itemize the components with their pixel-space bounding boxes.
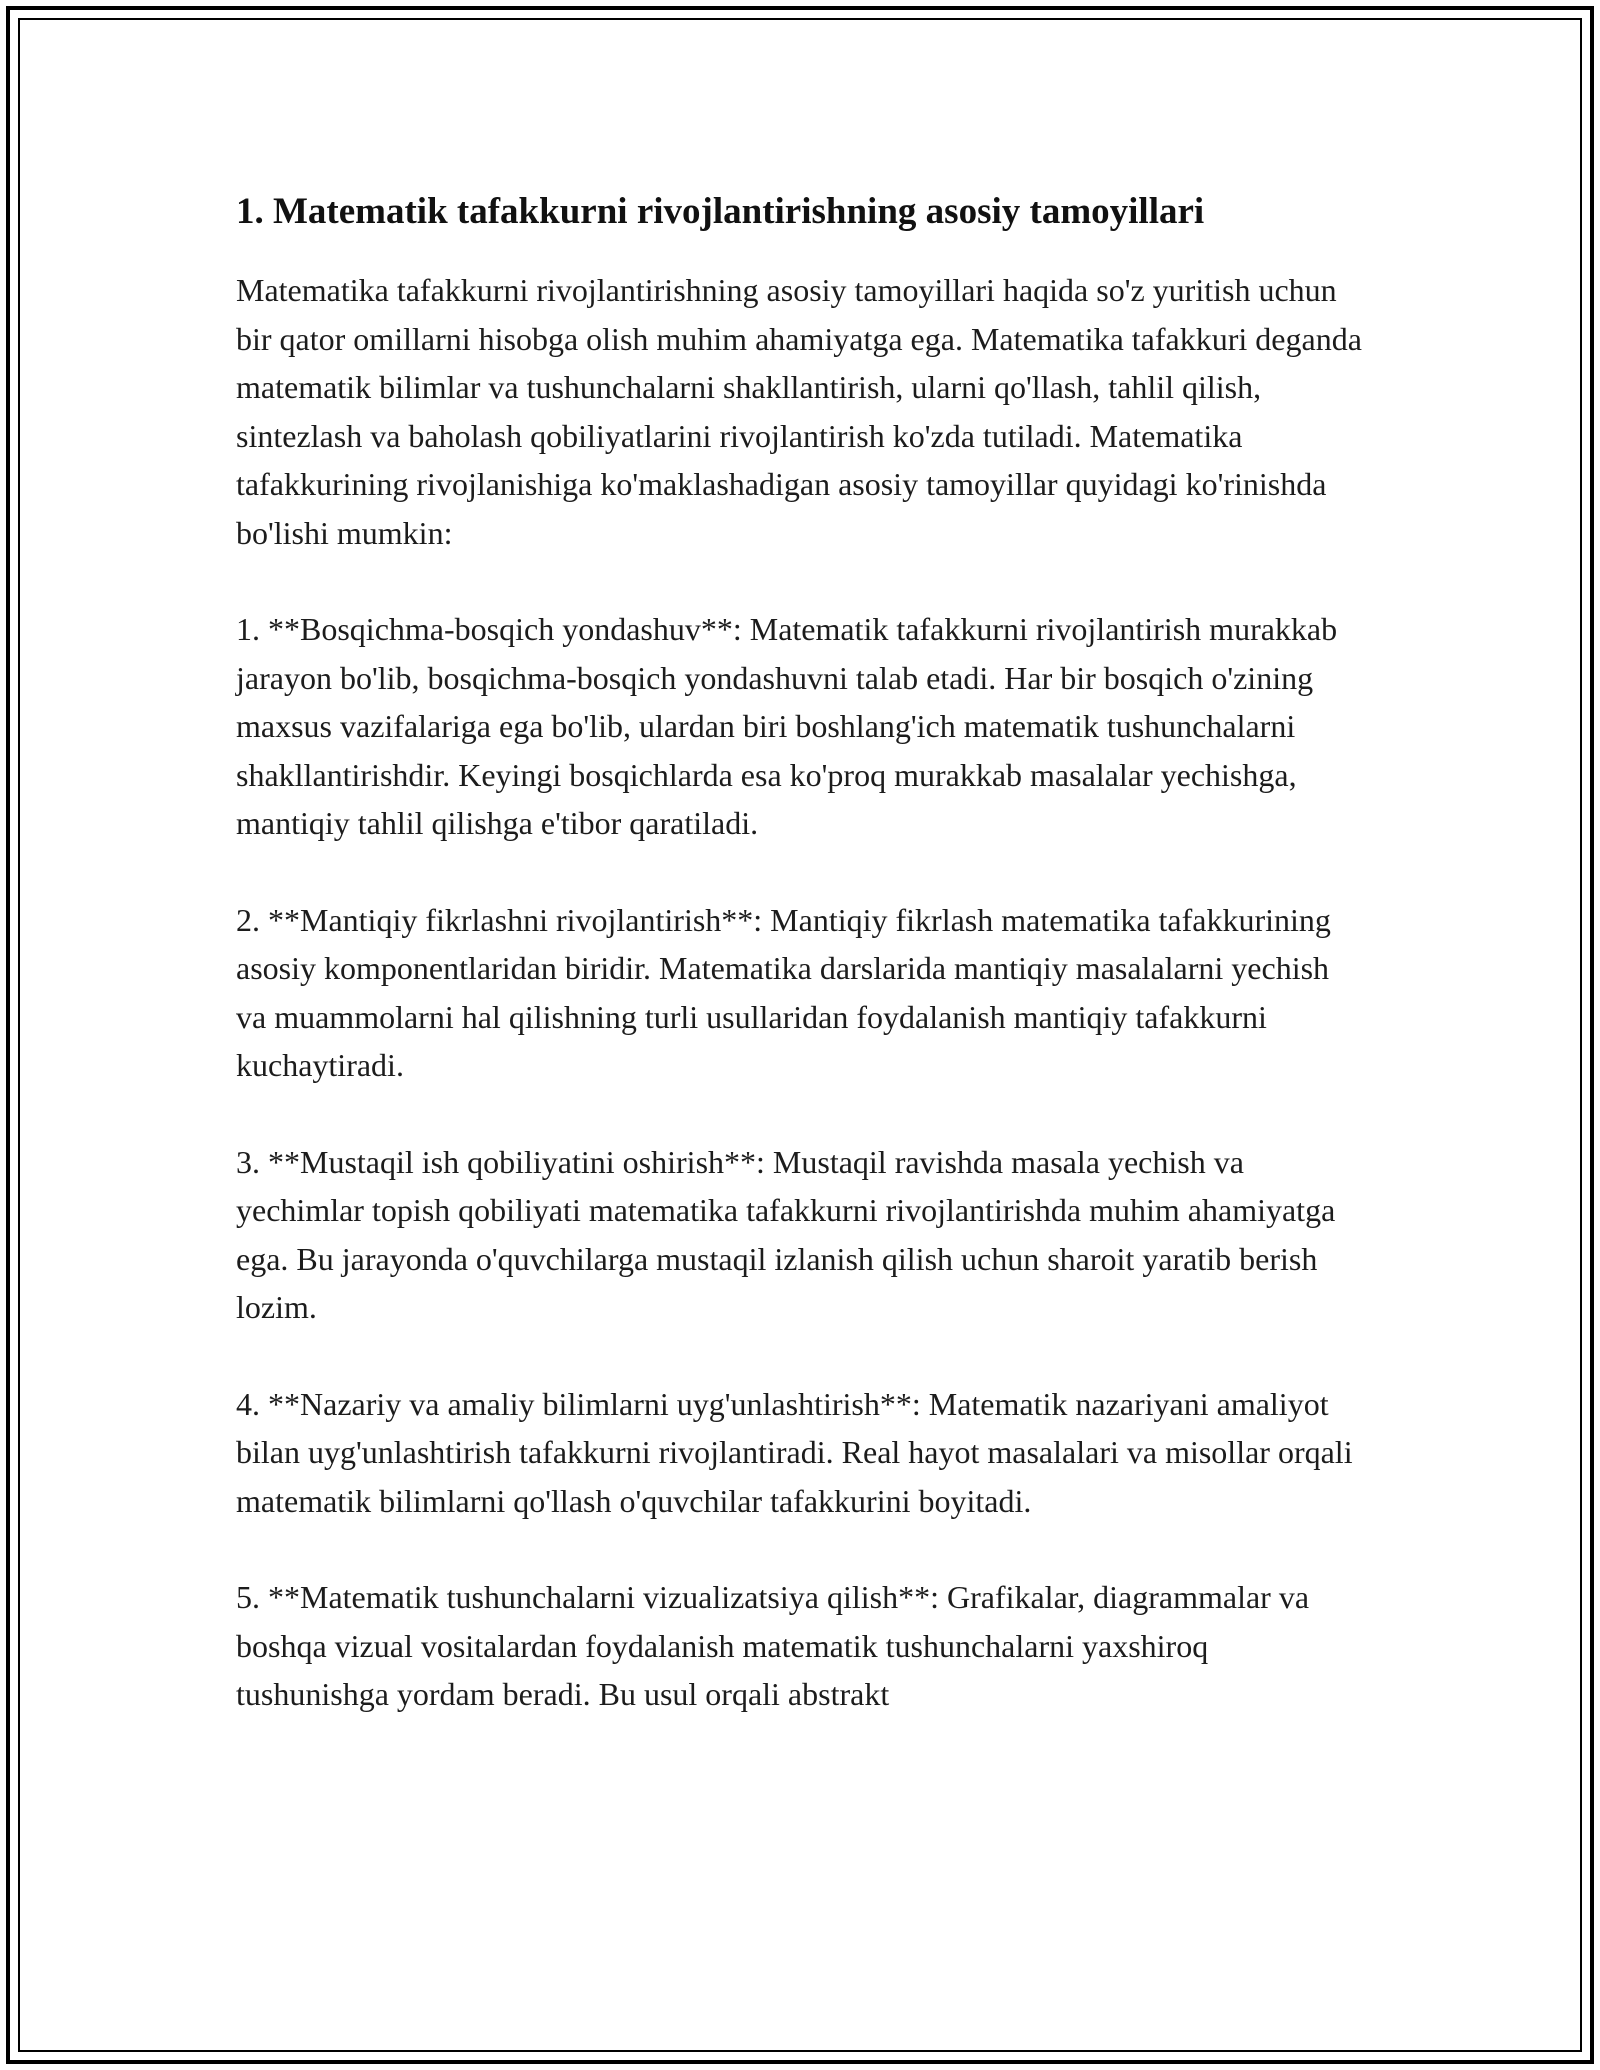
principle-1-paragraph: 1. **Bosqichma-bosqich yondashuv**: Matematik tafakkurni rivojlantirish murakkab jarayon bo'lib, bosqichma-bosqich yondashuvni talab etadi. Har bir bosqich o'zining maxsus vazifalariga ega bo'lib, ulardan biri boshlang'ich matematik tushunchalarni shakllantirishdir. Keyingi bosqichlarda esa ko'proq murakkab masalalar yechishga, mantiqiy tahlil qilishga e'tibor qaratiladi. — [236, 611, 1338, 841]
section-heading: 1. Matematik tafakkurni rivojlantirishning asosiy tamoyillari — [236, 191, 1205, 232]
document-body — [236, 188, 1366, 1767]
principle-5-paragraph: 5. **Matematik tushunchalarni vizualizatsiya qilish**: Grafikalar, diagrammalar va boshqa vizual vositalardan foydalanish matematik tushunchalarni yaxshiroq tushunishga yordam beradi. Bu usul orqali abstrakt — [236, 1579, 1310, 1712]
principle-3-paragraph: 3. **Mustaqil ish qobiliyatini oshirish**: Mustaqil ravishda masala yechish va yechimlar topish qobiliyati matematika tafakkurni rivojlantirishda muhim ahamiyatga ega. Bu jarayonda o'quvchilarga mustaqil izlanish qilish uchun sharoit yaratib berish lozim. — [236, 1143, 1336, 1325]
principle-4-paragraph: 4. **Nazariy va amaliy bilimlarni uyg'unlashtirish**: Matematik nazariyani amaliyot bilan uyg'unlashtirish tafakkurni rivojlantiradi. Real hayot masalalari va misollar orqali matematik bilimlarni qo'llash o'quvchilar tafakkurini boyitadi. — [236, 1385, 1353, 1519]
principle-2-paragraph: 2. **Mantiqiy fikrlashni rivojlantirish**: Mantiqiy fikrlash matematika tafakkurining asosiy komponentlaridan biridir. Matematika darslarida mantiqiy masalalarni yechish va muammolarni hal qilishning turli usullaridan foydalanish mantiqiy tafakkurni kuchaytiradi. — [236, 901, 1331, 1083]
intro-paragraph: Matematika tafakkurni rivojlantirishning asosiy tamoyillari haqida so'z yuritish uchun bir qator omillarni hisobga olish muhim ahamiyatga ega. Matematika tafakkuri deganda matematik bilimlar va tushunchalarni shakllantirish, ularni qo'llash, tahlil qilish, sintezlash va baholash qobiliyatlarini rivojlantirish ko'zda tutiladi. Matematika tafakkurining rivojlanishiga ko'maklashadigan asosiy tamoyillar quyidagi ko'rinishda bo'lishi mumkin: — [236, 272, 1362, 551]
